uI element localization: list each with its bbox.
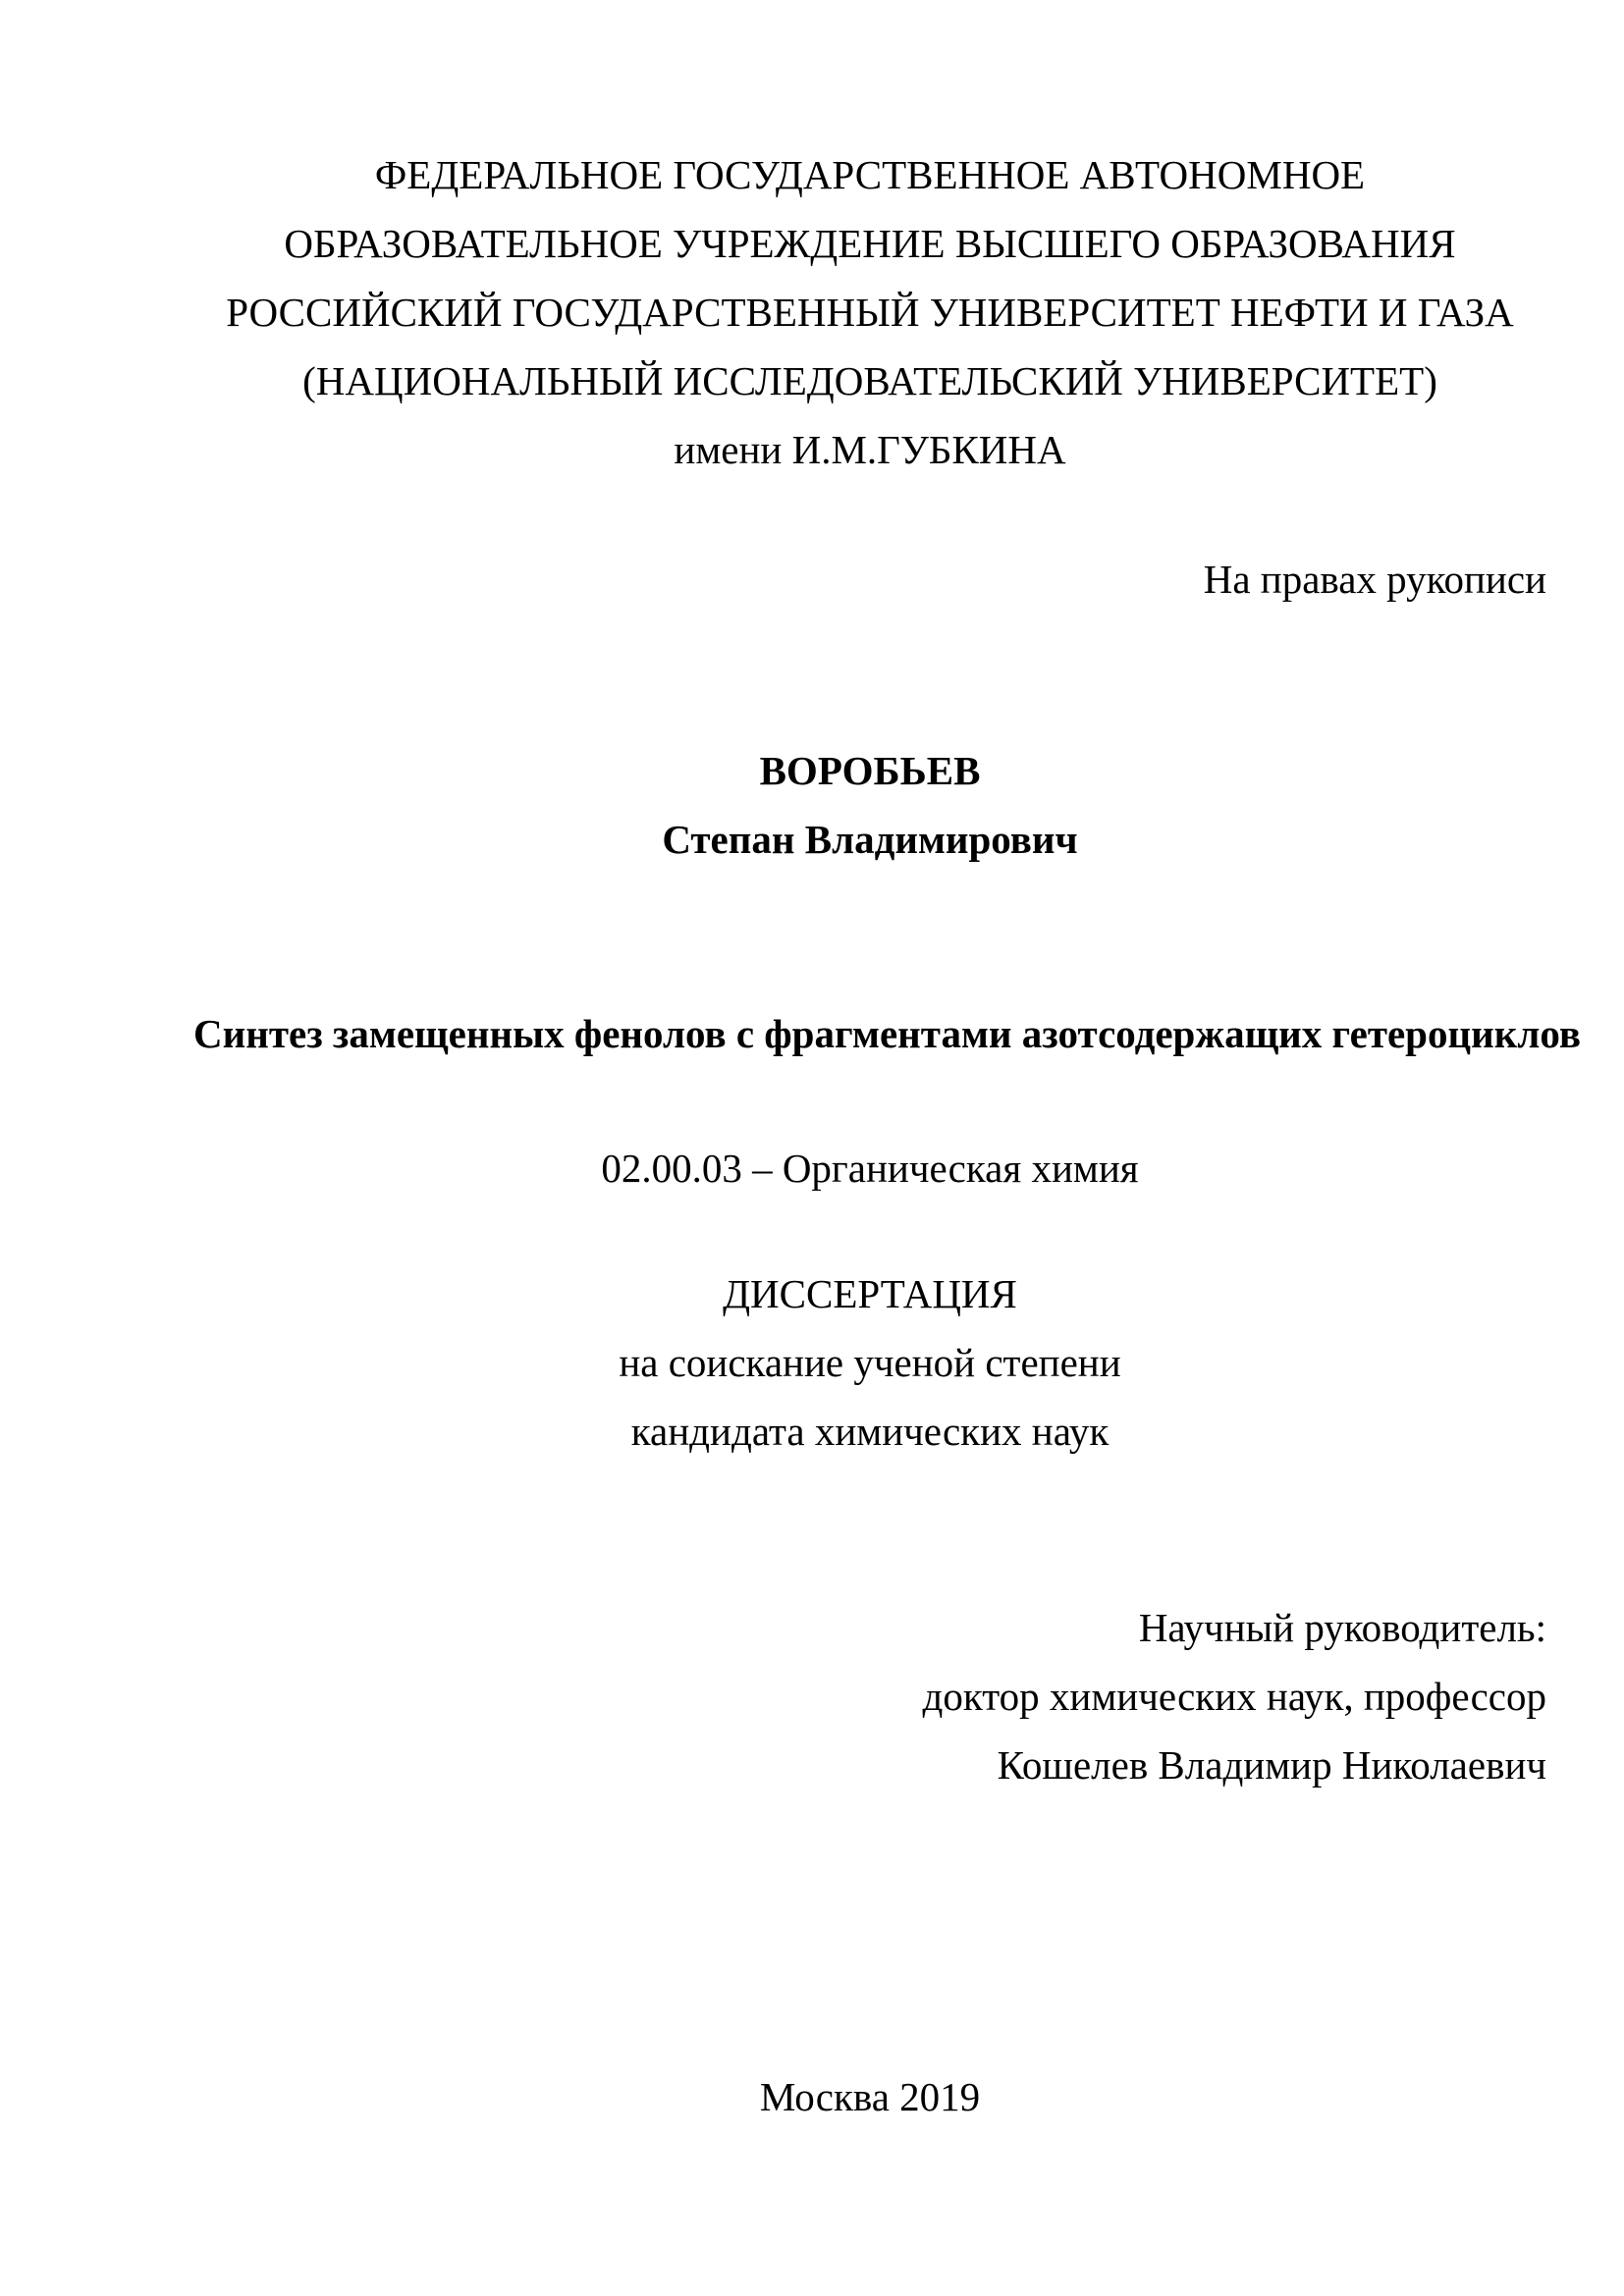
institution-line: ФЕДЕРАЛЬНОЕ ГОСУДАРСТВЕННОЕ АВТОНОМНОЕ xyxy=(374,152,1366,197)
specialty-code: 02.00.03 – Органическая химия xyxy=(601,1146,1139,1191)
dissertation-purpose: на соискание ученой степени xyxy=(619,1340,1121,1385)
dissertation-type: ДИССЕРТАЦИЯ xyxy=(723,1271,1017,1316)
dissertation-block xyxy=(193,1259,1546,1466)
author-surname: ВОРОБЬЕВ xyxy=(759,748,981,793)
dissertation-degree: кандидата химических наук xyxy=(630,1409,1110,1454)
city-year: Москва 2019 xyxy=(759,2074,981,2119)
author-name-patronymic: Степан Владимирович xyxy=(662,817,1078,862)
manuscript-note: На правах рукописи xyxy=(1203,557,1546,602)
supervisor-name: Кошелев Владимир Николаевич xyxy=(997,1742,1546,1788)
supervisor-degree: доктор химических наук, профессор xyxy=(922,1674,1546,1719)
institution-line: ОБРАЗОВАТЕЛЬНОЕ УЧРЕЖДЕНИЕ ВЫСШЕГО ОБРАЗОВАНИЯ xyxy=(284,221,1456,266)
institution-line: РОССИЙСКИЙ ГОСУДАРСТВЕННЫЙ УНИВЕРСИТЕТ НЕФТИ И ГАЗА xyxy=(226,290,1514,335)
supervisor-label: Научный руководитель: xyxy=(1138,1605,1546,1650)
thesis-title: Синтез замещенных фенолов с фрагментами азотсодержащих гетероциклов xyxy=(193,1011,1581,1056)
institution-line: имени И.М.ГУБКИНА xyxy=(674,427,1066,472)
author-block xyxy=(193,736,1546,874)
institution-line: (НАЦИОНАЛЬНЫЙ ИССЛЕДОВАТЕЛЬСКИЙ УНИВЕРСИТЕТ) xyxy=(302,358,1437,403)
supervisor-block xyxy=(193,1593,1546,1799)
institution-header xyxy=(193,140,1546,484)
